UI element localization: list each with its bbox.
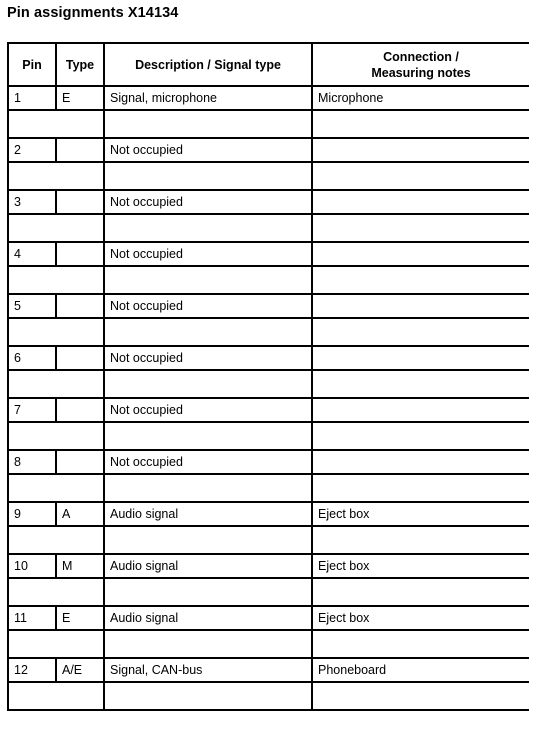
- spacer-cell-pin-type: [8, 318, 104, 346]
- pin-table-container: [7, 42, 529, 742]
- spacer-cell-connection: [312, 422, 529, 450]
- header-description: Description / Signal type: [104, 43, 312, 86]
- cell-type: [56, 242, 104, 266]
- table-row: [8, 190, 529, 214]
- spacer-cell-pin-type: [8, 474, 104, 502]
- cell-pin: 3: [8, 190, 56, 214]
- table-spacer-row: [8, 162, 529, 190]
- cell-connection: [312, 138, 529, 162]
- cell-pin: 6: [8, 346, 56, 370]
- cell-description: Audio signal: [104, 502, 312, 526]
- cell-type: [56, 346, 104, 370]
- spacer-cell-description: [104, 630, 312, 658]
- cell-type: M: [56, 554, 104, 578]
- cell-connection: Eject box: [312, 606, 529, 630]
- page-title: Pin assignments X14134: [7, 5, 179, 21]
- pin-assignment-table: [7, 42, 529, 711]
- table-spacer-row: [8, 630, 529, 658]
- cell-description: Not occupied: [104, 294, 312, 318]
- cell-pin: 5: [8, 294, 56, 318]
- header-pin: Pin: [8, 43, 56, 86]
- cell-connection: Microphone: [312, 86, 529, 110]
- cell-pin: 2: [8, 138, 56, 162]
- table-spacer-row: [8, 214, 529, 242]
- cell-type: [56, 190, 104, 214]
- cell-pin: 11: [8, 606, 56, 630]
- header-connection-line2: Measuring notes: [371, 65, 471, 80]
- spacer-cell-description: [104, 214, 312, 242]
- spacer-cell-description: [104, 578, 312, 606]
- cell-pin: 9: [8, 502, 56, 526]
- spacer-cell-connection: [312, 266, 529, 294]
- table-row: [8, 138, 529, 162]
- spacer-cell-connection: [312, 162, 529, 190]
- cell-pin: 12: [8, 658, 56, 682]
- spacer-cell-description: [104, 370, 312, 398]
- table-spacer-row: [8, 266, 529, 294]
- spacer-cell-pin-type: [8, 266, 104, 294]
- cell-pin: 10: [8, 554, 56, 578]
- cell-description: Not occupied: [104, 450, 312, 474]
- cell-pin: 1: [8, 86, 56, 110]
- cell-description: Audio signal: [104, 554, 312, 578]
- cell-type: [56, 294, 104, 318]
- table-spacer-row: [8, 474, 529, 502]
- cell-type: [56, 138, 104, 162]
- cell-connection: [312, 294, 529, 318]
- cell-connection: [312, 398, 529, 422]
- spacer-cell-description: [104, 110, 312, 138]
- spacer-cell-connection: [312, 630, 529, 658]
- spacer-cell-connection: [312, 474, 529, 502]
- spacer-cell-pin-type: [8, 214, 104, 242]
- cell-connection: [312, 190, 529, 214]
- table-row: [8, 606, 529, 630]
- spacer-cell-pin-type: [8, 526, 104, 554]
- cell-description: Not occupied: [104, 190, 312, 214]
- header-connection: [312, 43, 529, 86]
- cell-pin: 4: [8, 242, 56, 266]
- cell-connection: Eject box: [312, 502, 529, 526]
- spacer-cell-pin-type: [8, 578, 104, 606]
- cell-connection: [312, 242, 529, 266]
- table-header-row: [8, 43, 529, 86]
- table-row: [8, 398, 529, 422]
- spacer-cell-description: [104, 474, 312, 502]
- header-connection-line1: Connection /: [383, 49, 459, 64]
- spacer-cell-connection: [312, 682, 529, 710]
- spacer-cell-connection: [312, 214, 529, 242]
- cell-type: E: [56, 86, 104, 110]
- spacer-cell-pin-type: [8, 630, 104, 658]
- spacer-cell-pin-type: [8, 422, 104, 450]
- table-row: [8, 450, 529, 474]
- spacer-cell-connection: [312, 318, 529, 346]
- spacer-cell-description: [104, 318, 312, 346]
- cell-description: Signal, microphone: [104, 86, 312, 110]
- spacer-cell-description: [104, 422, 312, 450]
- table-row: [8, 554, 529, 578]
- table-body: [8, 86, 529, 710]
- table-spacer-row: [8, 370, 529, 398]
- cell-connection: [312, 450, 529, 474]
- cell-connection: Eject box: [312, 554, 529, 578]
- spacer-cell-pin-type: [8, 162, 104, 190]
- cell-description: Not occupied: [104, 398, 312, 422]
- cell-pin: 7: [8, 398, 56, 422]
- cell-pin: 8: [8, 450, 56, 474]
- spacer-cell-description: [104, 266, 312, 294]
- cell-connection: Phoneboard: [312, 658, 529, 682]
- table-row: [8, 294, 529, 318]
- table-spacer-row: [8, 682, 529, 710]
- spacer-cell-pin-type: [8, 370, 104, 398]
- table-spacer-row: [8, 110, 529, 138]
- table-spacer-row: [8, 318, 529, 346]
- spacer-cell-connection: [312, 526, 529, 554]
- cell-type: A: [56, 502, 104, 526]
- spacer-cell-description: [104, 162, 312, 190]
- table-row: [8, 346, 529, 370]
- cell-connection: [312, 346, 529, 370]
- header-type: Type: [56, 43, 104, 86]
- table-row: [8, 502, 529, 526]
- cell-description: Not occupied: [104, 138, 312, 162]
- cell-description: Not occupied: [104, 346, 312, 370]
- table-spacer-row: [8, 526, 529, 554]
- table-row: [8, 242, 529, 266]
- spacer-cell-pin-type: [8, 682, 104, 710]
- cell-type: E: [56, 606, 104, 630]
- spacer-cell-connection: [312, 110, 529, 138]
- table-spacer-row: [8, 578, 529, 606]
- cell-type: [56, 398, 104, 422]
- spacer-cell-pin-type: [8, 110, 104, 138]
- spacer-cell-description: [104, 526, 312, 554]
- cell-description: Not occupied: [104, 242, 312, 266]
- cell-description: Audio signal: [104, 606, 312, 630]
- table-row: [8, 86, 529, 110]
- table-row: [8, 658, 529, 682]
- cell-description: Signal, CAN-bus: [104, 658, 312, 682]
- spacer-cell-connection: [312, 370, 529, 398]
- spacer-cell-description: [104, 682, 312, 710]
- cell-type: [56, 450, 104, 474]
- table-spacer-row: [8, 422, 529, 450]
- cell-type: A/E: [56, 658, 104, 682]
- spacer-cell-connection: [312, 578, 529, 606]
